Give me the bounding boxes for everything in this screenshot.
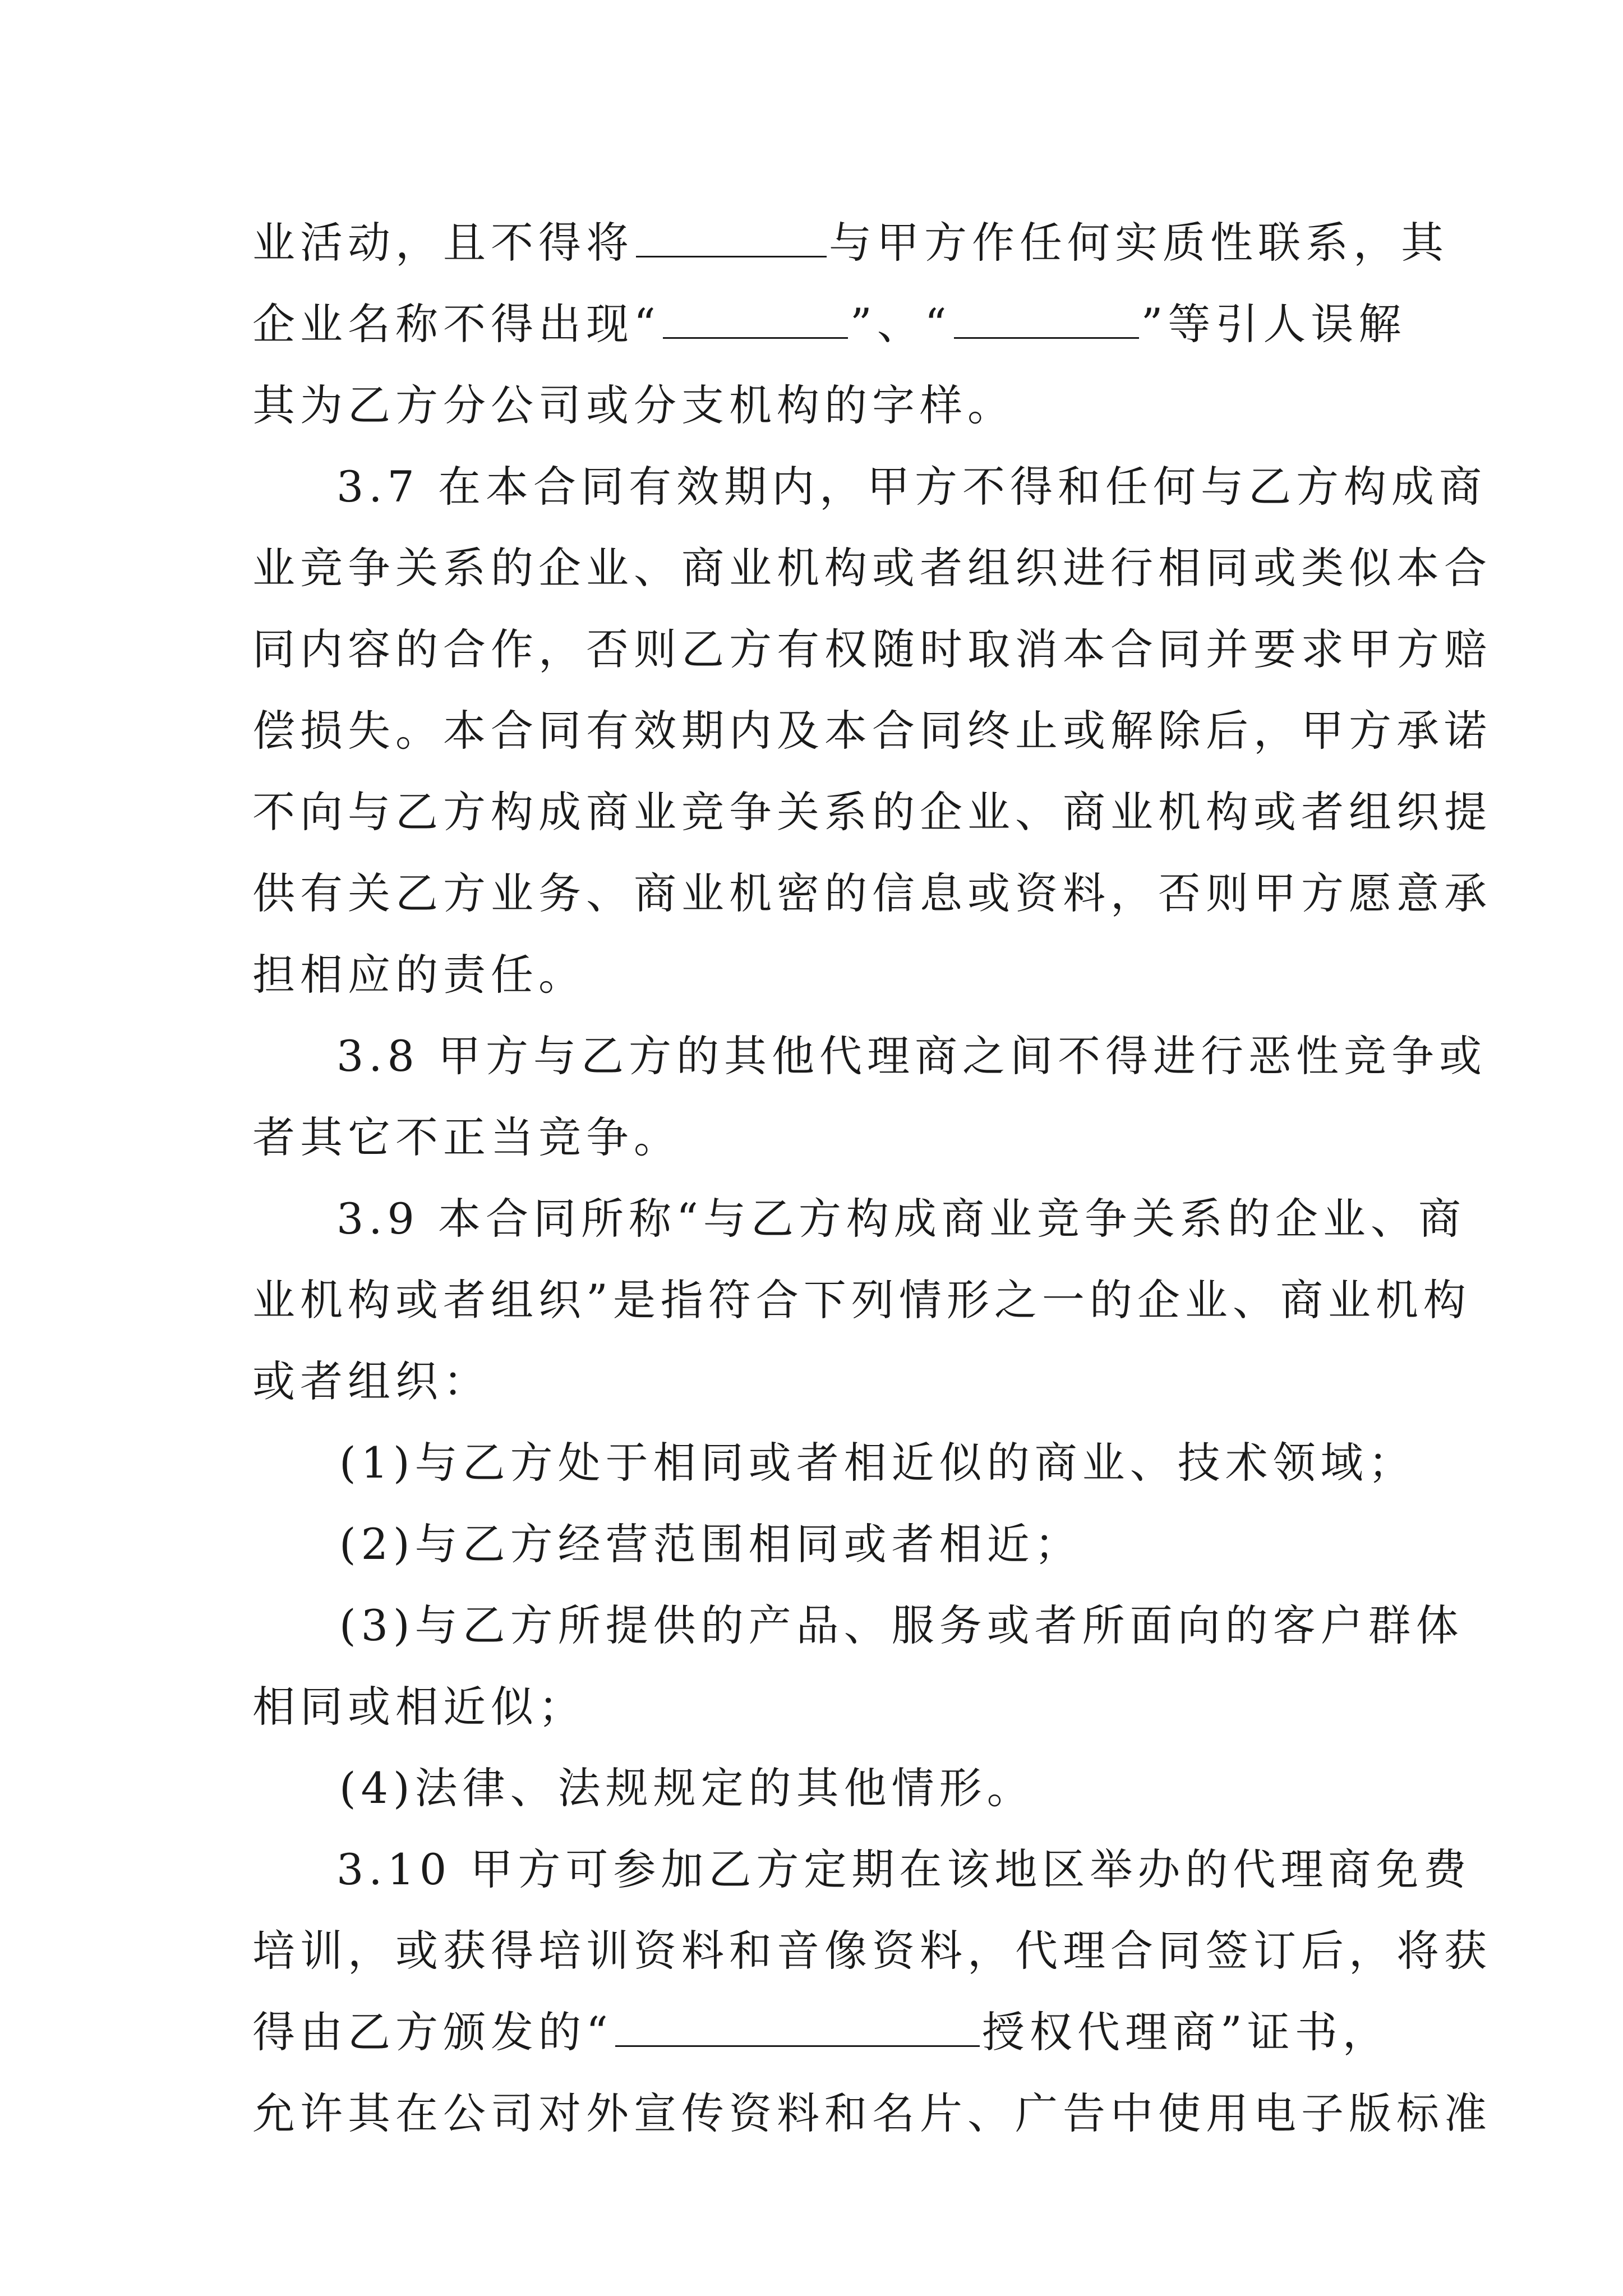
list-item-continuation: 相同或相近似； <box>252 1682 586 1732</box>
text-segment: 其为乙方分公司或分支机构的字样。 <box>252 380 1015 430</box>
text-segment: 得由乙方颁发的“ <box>252 2007 613 2057</box>
clause-3-9-line: 3.9 本合同所称“与乙方构成商业竞争关系的企业、商 <box>336 1194 1466 1244</box>
text-segment: 授权代理商”证书， <box>981 2007 1390 2057</box>
text-segment: ”、“ <box>850 299 952 349</box>
text-line: 不向与乙方构成商业竞争关系的企业、商业机构或者组织提 <box>252 787 1492 837</box>
text-line: 培训，或获得培训资料和音像资料，代理合同签订后，将获 <box>252 1926 1492 1976</box>
text-line: 业竞争关系的企业、商业机构或者组织进行相同或类似本合 <box>252 543 1492 593</box>
clause-3-10-line: 3.10 甲方可参加乙方定期在该地区举办的代理商免费 <box>336 1844 1472 1894</box>
fill-in-blank <box>663 302 848 339</box>
text-line: 偿损失。本合同有效期内及本合同终止或解除后，甲方承诺 <box>252 706 1492 756</box>
text-segment: 企业名称不得出现“ <box>252 299 661 349</box>
text-line: 担相应的责任。 <box>252 950 586 1000</box>
document-page <box>252 202 1492 2154</box>
text-line <box>252 365 1385 446</box>
list-item: (2)与乙方经营范围相同或者相近； <box>339 1519 1082 1569</box>
clause-3-8-line: 3.8 甲方与乙方的其他代理商之间不得进行恶性竞争或 <box>336 1031 1487 1081</box>
fill-in-blank <box>954 302 1139 339</box>
text-segment: 业活动，且不得将 <box>252 218 634 268</box>
text-line <box>252 283 1407 365</box>
fill-in-blank <box>636 221 827 257</box>
text-line: 同内容的合作，否则乙方有权随时取消本合同并要求甲方赔 <box>252 624 1492 674</box>
text-line: 业机构或者组织”是指符合下列情形之一的企业、商业机构 <box>252 1275 1471 1325</box>
text-line: 允许其在公司对外宣传资料和名片、广告中使用电子版标准 <box>252 2088 1492 2138</box>
text-segment: ”等引人误解 <box>1141 299 1407 349</box>
text-line <box>252 1991 1390 2073</box>
list-item: (1)与乙方处于相同或者相近似的商业、技术领域； <box>339 1438 1416 1488</box>
clause-3-7-line: 3.7 在本合同有效期内，甲方不得和任何与乙方构成商 <box>336 462 1487 512</box>
text-line: 或者组织： <box>252 1356 491 1406</box>
text-line: 供有关乙方业务、商业机密的信息或资料，否则甲方愿意承 <box>252 868 1492 918</box>
text-line <box>252 202 1449 283</box>
text-line: 者其它不正当竞争。 <box>252 1112 681 1162</box>
list-item: (3)与乙方所提供的产品、服务或者所面向的客户群体 <box>339 1600 1464 1650</box>
fill-in-blank <box>615 2010 980 2047</box>
list-item: (4)法律、法规规定的其他情形。 <box>339 1763 1035 1813</box>
text-segment: 与甲方作任何实质性联系，其 <box>829 218 1449 268</box>
